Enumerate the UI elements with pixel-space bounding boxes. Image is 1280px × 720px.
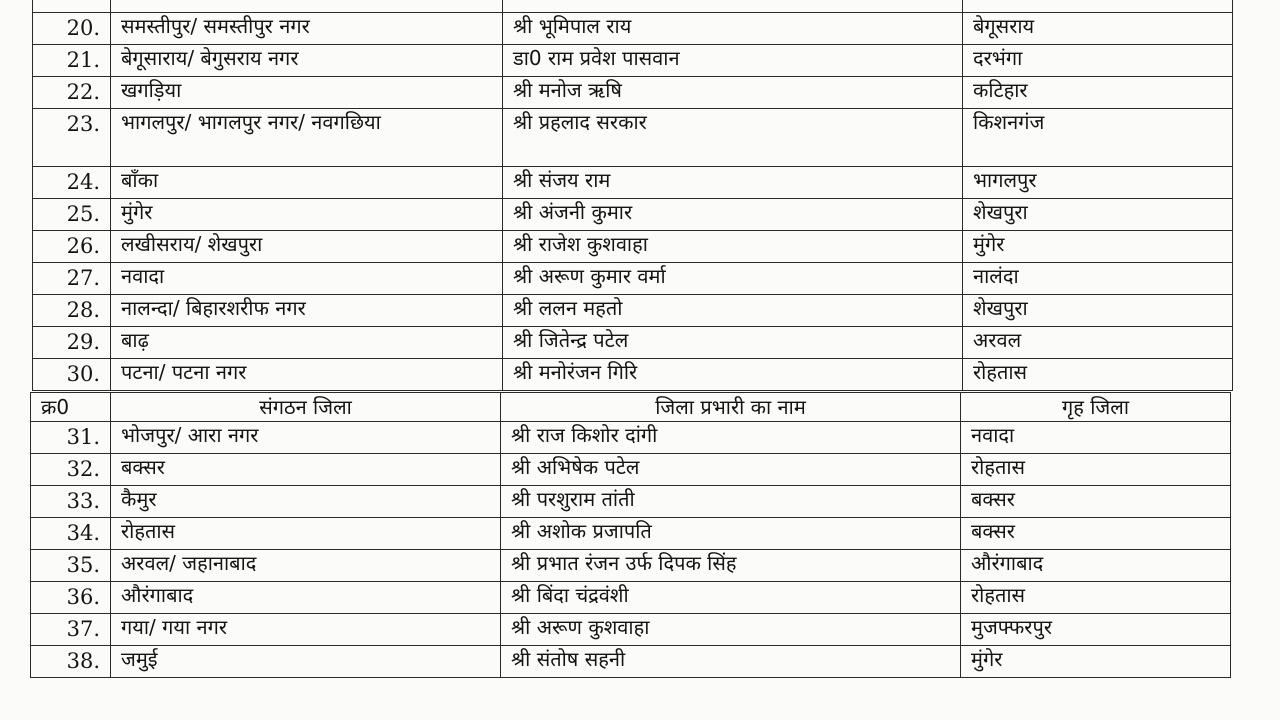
organization-district-cell: भोजपुर/ आरा नगर [111,422,501,454]
table-lower-header [31,393,1231,422]
organization-district-cell: गया/ गया नगर [111,614,501,646]
serial-number-cell: 27. [33,263,111,295]
table-row [33,295,1233,327]
header-row [31,393,1231,422]
home-district-cell: मुंगेर [963,231,1233,263]
table-row [31,518,1231,550]
header-home-district: गृह जिला [961,393,1231,422]
home-district-cell: भागलपुर [963,167,1233,199]
table-row [33,359,1233,391]
serial-number-cell: 29. [33,327,111,359]
organization-district-cell: बाँका [111,167,503,199]
incharge-name-cell: श्री मनोरंजन गिरि [503,359,963,391]
serial-number-cell: 25. [33,199,111,231]
serial-number-cell: 30. [33,359,111,391]
incharge-name-cell: श्री अरूण कुमार वर्मा [503,263,963,295]
table-row [31,550,1231,582]
organization-district-cell: लखीसराय/ शेखपुरा [111,231,503,263]
table-row [33,109,1233,167]
serial-number-cell: 21. [33,45,111,77]
incharge-name-cell: श्री प्रभात रंजन उर्फ दिपक सिंह [501,550,961,582]
table-row [31,646,1231,678]
serial-number-cell: 36. [31,582,111,614]
organization-district-cell: नालन्दा/ बिहारशरीफ नगर [111,295,503,327]
serial-number-cell: 33. [31,486,111,518]
home-district-cell: नवादा [961,422,1231,454]
serial-number-cell: 24. [33,167,111,199]
table-row [33,263,1233,295]
home-district-cell: बेगूसराय [963,13,1233,45]
home-district-cell: बक्सर [961,486,1231,518]
organization-district-cell: पटना/ पटना नगर [111,359,503,391]
incharge-name-cell: श्री ललन महतो [503,295,963,327]
incharge-name-cell: श्री अशोक प्रजापति [501,518,961,550]
table-upper-body [33,0,1233,391]
home-district-cell: मुजफ्फरपुर [961,614,1231,646]
table-row [31,614,1231,646]
home-district-cell: रोहतास [961,454,1231,486]
table-row [33,13,1233,45]
table-row [33,0,1233,13]
organization-district-cell: रोहतास [111,518,501,550]
table-row [33,327,1233,359]
incharge-name-cell: श्री भूमिपाल राय [503,13,963,45]
table-lower-body [31,422,1231,678]
home-district-cell: किशनगंज [963,109,1233,167]
home-district-cell: बक्सर [961,518,1231,550]
organization-district-cell: औरंगाबाद [111,582,501,614]
incharge-name-cell: श्री अभिषेक पटेल [501,454,961,486]
table-row [31,582,1231,614]
incharge-name-cell: श्री परशुराम तांती [501,486,961,518]
home-district-cell: नालंदा [963,263,1233,295]
header-organization-district: संगठन जिला [111,393,501,422]
home-district-cell [963,0,1233,13]
home-district-cell: औरंगाबाद [961,550,1231,582]
organization-district-cell: खगड़िया [111,77,503,109]
home-district-cell: शेखपुरा [963,199,1233,231]
serial-number-cell: 28. [33,295,111,327]
organization-district-cell: बाढ़ [111,327,503,359]
serial-number-cell: 23. [33,109,111,167]
serial-number-cell: 32. [31,454,111,486]
organization-district-cell: नवादा [111,263,503,295]
incharge-name-cell: श्री संतोष सहनी [501,646,961,678]
home-district-cell: मुंगेर [961,646,1231,678]
incharge-name-cell: श्री जितेन्द्र पटेल [503,327,963,359]
organization-district-cell: अरवल/ जहानाबाद [111,550,501,582]
home-district-cell: रोहतास [961,582,1231,614]
table-row [31,422,1231,454]
incharge-name-cell: श्री संजय राम [503,167,963,199]
incharge-name-cell: श्री राजेश कुशवाहा [503,231,963,263]
table-row [33,231,1233,263]
header-serial-number: क्र0 [31,393,111,422]
serial-number-cell: 20. [33,13,111,45]
organization-district-cell: जमुई [111,646,501,678]
home-district-cell: शेखपुरा [963,295,1233,327]
serial-number-cell: 35. [31,550,111,582]
organization-district-cell: बक्सर [111,454,501,486]
home-district-cell: रोहतास [963,359,1233,391]
organization-district-cell: बेगूसाराय/ बेगुसराय नगर [111,45,503,77]
table-lower [30,392,1231,678]
home-district-cell: अरवल [963,327,1233,359]
serial-number-cell: 38. [31,646,111,678]
table-row [33,167,1233,199]
organization-district-cell: भागलपुर/ भागलपुर नगर/ नवगछिया [111,109,503,167]
organization-district-cell: समस्तीपुर/ समस्तीपुर नगर [111,13,503,45]
header-incharge-name: जिला प्रभारी का नाम [501,393,961,422]
table-row [33,199,1233,231]
organization-district-cell [111,0,503,13]
serial-number-cell: 37. [31,614,111,646]
incharge-name-cell: श्री राज किशोर दांगी [501,422,961,454]
organization-district-cell: कैमुर [111,486,501,518]
table-upper [32,0,1233,391]
serial-number-cell: 31. [31,422,111,454]
table-row [33,45,1233,77]
serial-number-cell: 34. [31,518,111,550]
home-district-cell: दरभंगा [963,45,1233,77]
incharge-name-cell: डा0 राम प्रवेश पासवान [503,45,963,77]
incharge-name-cell: श्री प्रहलाद सरकार [503,109,963,167]
table-row [31,454,1231,486]
table-row [33,77,1233,109]
incharge-name-cell: श्री अंजनी कुमार [503,199,963,231]
serial-number-cell: 22. [33,77,111,109]
incharge-name-cell [503,0,963,13]
incharge-name-cell: श्री अरूण कुशवाहा [501,614,961,646]
table-row [31,486,1231,518]
incharge-name-cell: श्री मनोज ऋषि [503,77,963,109]
organization-district-cell: मुंगेर [111,199,503,231]
serial-number-cell: 26. [33,231,111,263]
serial-number-cell [33,0,111,13]
incharge-name-cell: श्री बिंदा चंद्रवंशी [501,582,961,614]
home-district-cell: कटिहार [963,77,1233,109]
